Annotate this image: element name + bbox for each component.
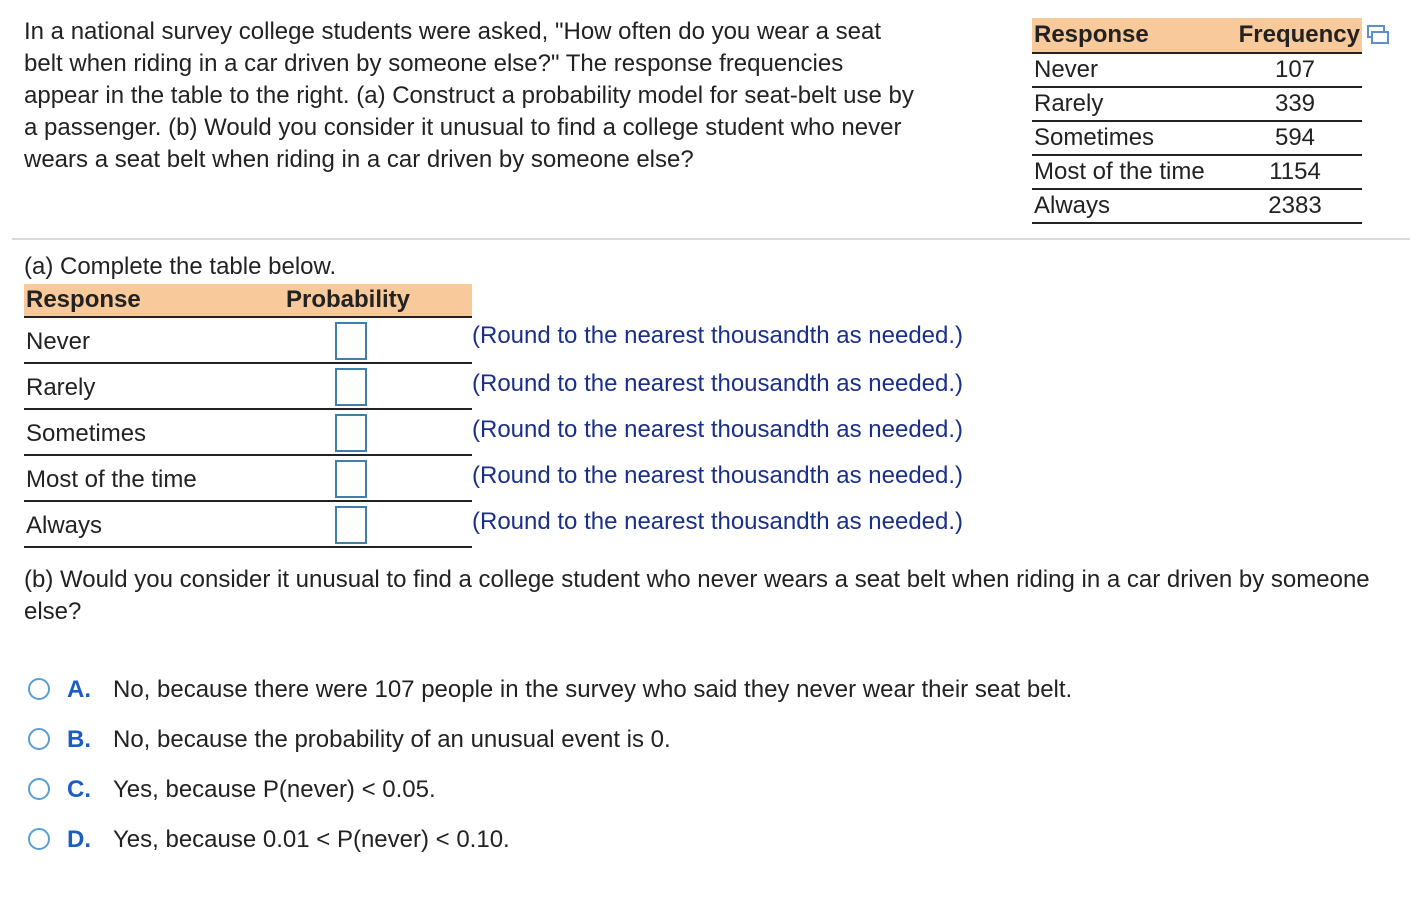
option-text: No, because there were 107 people in the survey who said they never wear their seat belt. [113,676,1073,703]
response-cell: Rarely [1032,87,1228,121]
response-cell: Sometimes [1032,121,1228,155]
response-cell: Always [1032,189,1228,223]
rounding-note: (Round to the nearest thousandth as needed.) [472,508,964,535]
table-row [1032,87,1362,121]
copy-table-icon[interactable] [1367,25,1389,45]
probability-table-header [24,284,472,318]
table-row [1032,121,1362,155]
rounding-note: (Round to the nearest thousandth as needed.) [472,416,964,443]
table-row [1032,155,1362,189]
response-label: Never [26,328,91,355]
option-letter: D. [67,826,91,853]
probability-input-sometimes[interactable] [335,414,367,452]
rounding-note: (Round to the nearest thousandth as needed.) [472,370,964,397]
table-row [24,364,472,410]
option-letter: A. [67,676,91,703]
response-label: Most of the time [26,466,197,493]
probability-header-response: Response [26,286,141,313]
probability-input-always[interactable] [335,506,367,544]
rounding-note: (Round to the nearest thousandth as needed.) [472,462,964,489]
frequency-header-response: Response [1032,18,1228,53]
frequency-cell: 1154 [1228,155,1362,189]
probability-input-rarely[interactable] [335,368,367,406]
table-row [24,502,472,548]
table-row [1032,189,1362,223]
table-row [24,318,472,364]
option-letter: B. [67,726,91,753]
frequency-cell: 594 [1228,121,1362,155]
response-label: Rarely [26,374,96,401]
option-letter: C. [67,776,91,803]
response-label: Sometimes [26,420,147,447]
response-label: Always [26,512,103,539]
probability-input-most-of-the-time[interactable] [335,460,367,498]
probability-input-never[interactable] [335,322,367,360]
table-row [1032,53,1362,87]
probability-header-probability: Probability [286,286,411,313]
frequency-table [1032,18,1362,224]
frequency-table-header [1032,18,1362,53]
frequency-cell: 339 [1228,87,1362,121]
option-text: No, because the probability of an unusual event is 0. [113,726,671,753]
radio-button-icon[interactable] [28,728,50,750]
rounding-note: (Round to the nearest thousandth as needed.) [472,322,964,349]
section-divider [12,238,1410,240]
table-row [24,410,472,456]
radio-button-icon[interactable] [28,778,50,800]
frequency-cell: 107 [1228,53,1362,87]
table-row [24,456,472,502]
option-text: Yes, because P(never) < 0.05. [113,776,436,803]
frequency-cell: 2383 [1228,189,1362,223]
response-cell: Never [1032,53,1228,87]
response-cell: Most of the time [1032,155,1228,189]
part-a-label: (a) Complete the table below. [24,253,337,280]
option-text: Yes, because 0.01 < P(never) < 0.10. [113,826,510,853]
part-b-question: (b) Would you consider it unusual to find a college student who never wears a seat belt when riding in a car driven by someone else? [24,566,1370,625]
frequency-header-frequency: Frequency [1228,18,1362,53]
radio-button-icon[interactable] [28,828,50,850]
radio-button-icon[interactable] [28,678,50,700]
question-text: In a national survey college students were asked, "How often do you wear a seat belt when riding in a car driven by someone else?" The response frequencies appear in the table to the right. (a) Construct a probability model for seat-belt use by a passenger. (b) Would you consider it unusual to find a college student who never wears a seat belt when riding in a car driven by someone else? [24,18,914,173]
